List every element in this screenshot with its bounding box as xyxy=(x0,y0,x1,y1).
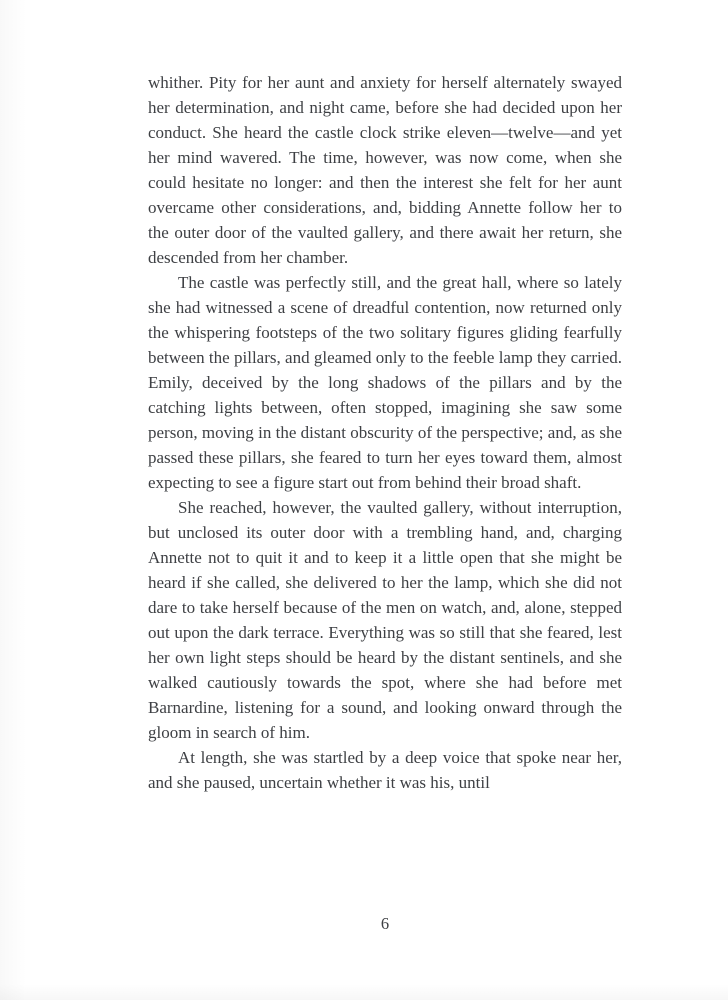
page-text-block xyxy=(148,70,622,795)
page-edge-shadow-left xyxy=(0,0,26,1000)
body-paragraph: whither. Pity for her aunt and anxiety for herself alternately swayed her determination, and night came, before she had decided upon her conduct. She heard the castle clock strike eleven—twelve—and yet her mind wavered. The time, however, was now come, when she could hesitate no longer: and then the interest she felt for her aunt overcame other considerations, and, bidding Annette follow her to the outer door of the vaulted gallery, and there await her return, she descended from her chamber. xyxy=(148,73,622,267)
page-number: 6 xyxy=(380,914,390,933)
body-paragraph: She reached, however, the vaulted gallery, without interruption, but unclosed its outer door with a trembling hand, and, charging Annette not to quit it and to keep it a little open that she might be heard if she called, she delivered to her the lamp, which she did not dare to take herself because of the men on watch, and, alone, stepped out upon the dark terrace. Everything was so still that she feared, lest her own light steps should be heard by the distant sentinels, and she walked cautiously towards the spot, where she had before met Barnardine, listening for a sound, and looking onward through the gloom in search of him. xyxy=(148,498,622,742)
body-paragraph: The castle was perfectly still, and the great hall, where so lately she had witnessed a scene of dreadful contention, now returned only the whispering footsteps of the two solitary figures gliding fearfully between the pillars, and gleamed only to the feeble lamp they carried. Emily, deceived by the long shadows of the pillars and by the catching lights between, often stopped, imagining she saw some person, moving in the distant obscurity of the perspective; and, as she passed these pillars, she feared to turn her eyes toward them, almost expecting to see a figure start out from behind their broad shaft. xyxy=(148,273,622,492)
page-edge-shadow-bottom xyxy=(0,984,728,1000)
body-paragraph: At length, she was startled by a deep voice that spoke near her, and she paused, uncertain whether it was his, until xyxy=(148,748,622,792)
